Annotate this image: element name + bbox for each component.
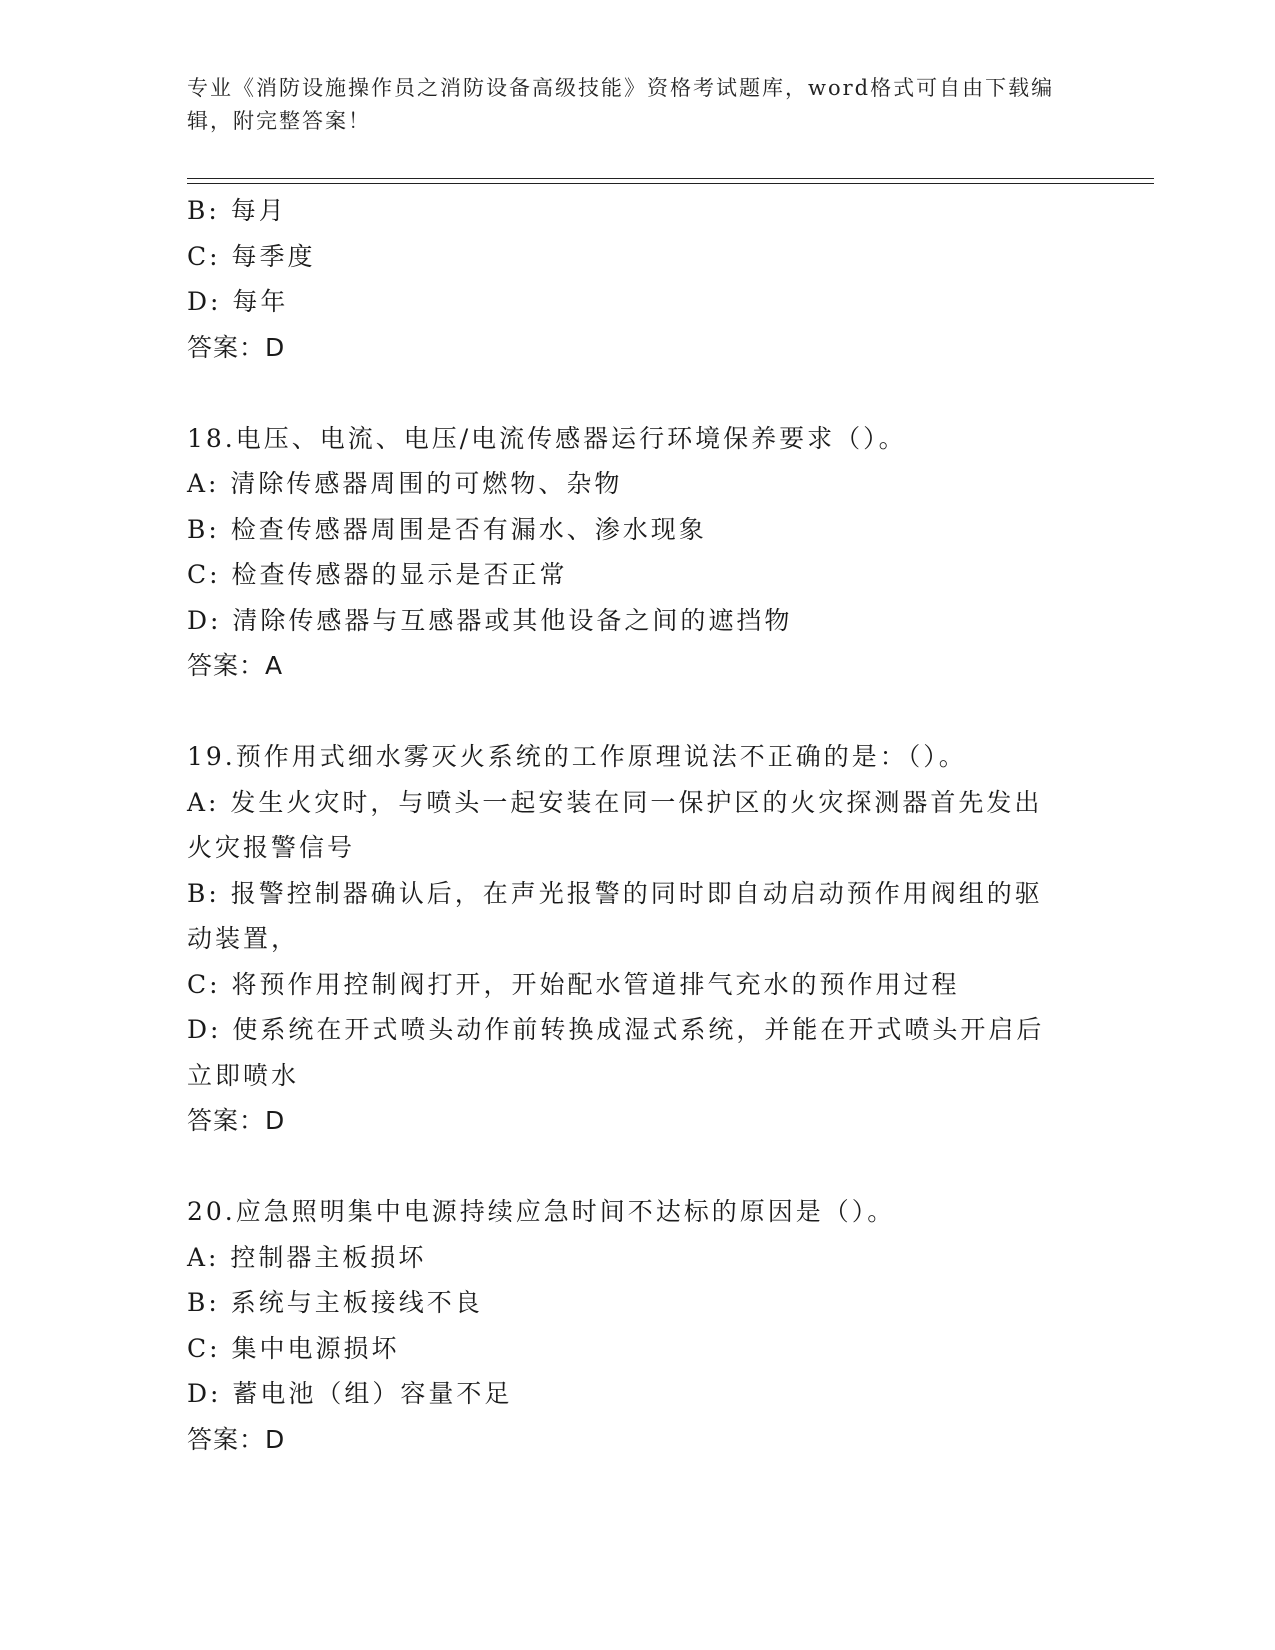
question-text: 18.电压、电流、电压/电流传感器运行环境保养要求（）。 (187, 423, 907, 453)
answer: 答案：D (187, 332, 286, 362)
option-a: A: 发生火灾时，与喷头一起安装在同一保护区的火灾探测器首先发出火灾报警信号 (187, 787, 1043, 862)
answer: 答案：D (187, 1106, 286, 1135)
spacer (187, 689, 1087, 735)
option-d: D: 蓄电池（组）容量不足 (187, 1379, 513, 1408)
option-a: A: 控制器主板损坏 (187, 1242, 427, 1272)
question-text: 19.预作用式细水雾灭火系统的工作原理说法不正确的是：（）。 (187, 742, 967, 771)
option-d: D: 每年 (187, 287, 289, 316)
spacer (187, 370, 1087, 416)
option-b: B: 系统与主板接线不良 (187, 1288, 483, 1317)
option-b: B: 报警控制器确认后，在声光报警的同时即自动启动预作用阀组的驱动装置， (187, 878, 1043, 953)
answer: 答案：A (187, 651, 284, 680)
option-a: A: 清除传感器周围的可燃物、杂物 (187, 469, 623, 498)
question-18-block (187, 416, 1087, 689)
document-header: 专业《消防设施操作员之消防设备高级技能》资格考试题库，word格式可自由下载编辑，附完整答案！ (187, 76, 1055, 133)
question-20-block (187, 1189, 1087, 1462)
header-rule-bottom (187, 183, 1154, 184)
header-rule-top (187, 178, 1154, 179)
question-17-block (187, 188, 1087, 370)
question-text: 20.应急照明集中电源持续应急时间不达标的原因是（）。 (187, 1197, 896, 1226)
option-d: D: 使系统在开式喷头动作前转换成湿式系统，并能在开式喷头开启后立即喷水 (187, 1015, 1045, 1090)
option-c: C: 每季度 (187, 241, 316, 271)
option-c: C: 将预作用控制阀打开，开始配水管道排气充水的预作用过程 (187, 969, 960, 999)
option-d: D: 清除传感器与互感器或其他设备之间的遮挡物 (187, 605, 793, 635)
spacer (187, 1144, 1087, 1190)
option-c: C: 集中电源损坏 (187, 1333, 400, 1363)
answer: 答案：D (187, 1424, 286, 1454)
option-b: B: 每月 (187, 196, 287, 225)
option-c: C: 检查传感器的显示是否正常 (187, 560, 568, 589)
question-19-block (187, 734, 1087, 1144)
option-b: B: 检查传感器周围是否有漏水、渗水现象 (187, 514, 707, 544)
document-body (187, 188, 1087, 1462)
